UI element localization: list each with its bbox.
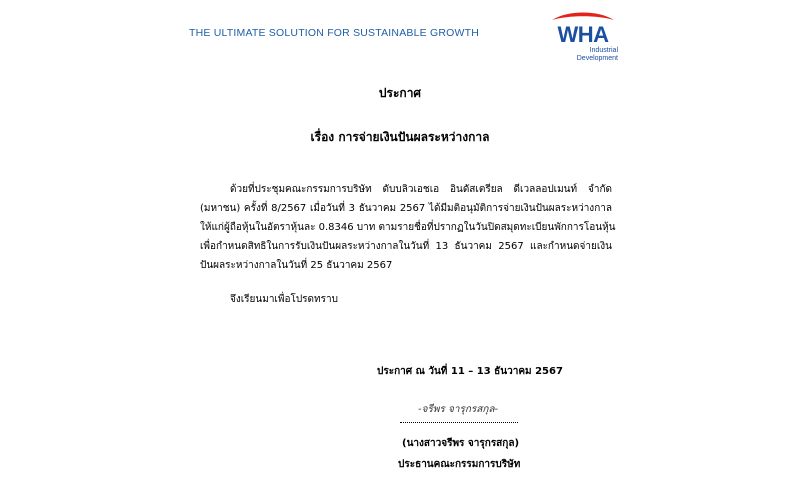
signer-title: ประธานคณะกรรมการบริษัท [398,459,521,470]
logo-text: WHA [557,22,609,47]
signer-name: (นางสาวจรีพร จารุกรสกุล) [402,438,520,449]
paragraph-line: เพื่อกำหนดสิทธิในการรับเงินปันผลระหว่างกาลในวันที่ 13 ธันวาคม 2567 และกำหนดจ่ายเงิน [200,241,612,252]
logo-subtext-development: Development [576,55,618,62]
paragraph-line: ให้แก่ผู้ถือหุ้นในอัตราหุ้นละ 0.8346 บาท ตามรายชื่อที่ปรากฏในวันปิดสมุดทะเบียนพักการโอนหุ้น [200,222,616,233]
paragraph-line: (มหาชน) ครั้งที่ 8/2567 เมื่อวันที่ 3 ธันวาคม 2567 ได้มีมติอนุมัติการจ่ายเงินปันผลระหว่างกาล [200,203,612,214]
wha-logo [548,12,618,68]
signature: -จรีพร จารุกรสกุล- [418,404,499,415]
tagline: THE ULTIMATE SOLUTION FOR SUSTAINABLE GROWTH [189,27,479,39]
paragraph-line: ด้วยที่ประชุมคณะกรรมการบริษัท ดับบลิวเอชเอ อินดัสเตรียล ดีเวลลอปเมนท์ จำกัด [230,184,612,195]
announcement-paragraph [200,180,616,275]
document-heading: ประกาศ [378,86,422,100]
document-subject: เรื่อง การจ่ายเงินปันผลระหว่างกาล [310,130,490,144]
announcement-date: ประกาศ ณ วันที่ 11 – 13 ธันวาคม 2567 [377,366,563,377]
closing-text: จึงเรียนมาเพื่อโปรดทราบ [230,294,338,305]
signature-line [400,422,518,423]
logo-subtext-industrial: Industrial [589,47,618,54]
paragraph-line: ปันผลระหว่างกาลในวันที่ 25 ธันวาคม 2567 [200,260,393,271]
